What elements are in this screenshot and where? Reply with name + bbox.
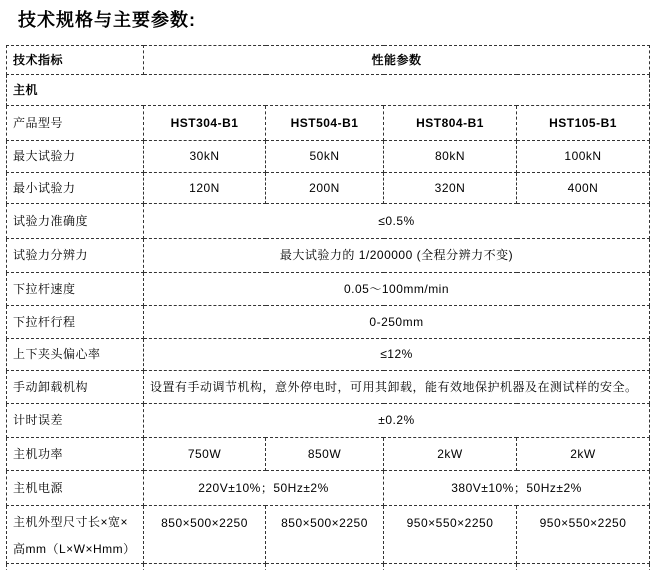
spec-label: 主机功率: [7, 438, 144, 471]
spec-value: 2kW: [384, 438, 517, 471]
spec-value: 850W: [266, 438, 384, 471]
spec-label: 手动卸载机构: [7, 371, 144, 404]
spec-label: 上下夹头偏心率: [7, 339, 144, 371]
spec-value: 400N: [517, 173, 650, 204]
spec-value: 750W: [144, 438, 266, 471]
spec-row-eccentricity: [7, 339, 650, 371]
spec-label-line2: 高mm（L×W×Hmm）: [13, 542, 136, 556]
spec-value: 0-250mm: [144, 306, 650, 339]
spec-label: 产品型号: [7, 106, 144, 141]
spec-label: 计时误差: [7, 404, 144, 438]
spec-value: 220V±10%；50Hz±2%: [144, 471, 384, 506]
spec-label: 最小试验力: [7, 173, 144, 204]
model-value: HST304-B1: [144, 106, 266, 141]
spec-label: [7, 564, 144, 570]
section-row-mainframe: [7, 75, 650, 106]
spec-value: ≤12%: [144, 339, 650, 371]
spec-value: 80kN: [384, 141, 517, 173]
spec-row-cutoff: [7, 564, 650, 570]
spec-value: 最大试验力的 1/200000 (全程分辨力不变): [144, 239, 650, 273]
spec-label: 试验力分辨力: [7, 239, 144, 273]
spec-row-min-force: [7, 173, 650, 204]
spec-row-timing-error: [7, 404, 650, 438]
spec-row-max-force: [7, 141, 650, 173]
spec-value: 950×550×2250: [517, 506, 650, 564]
spec-value: 0.05～100mm/min: [144, 273, 650, 306]
spec-value: 200N: [266, 173, 384, 204]
model-value: HST105-B1: [517, 106, 650, 141]
header-row: [7, 46, 650, 75]
model-value: HST804-B1: [384, 106, 517, 141]
spec-value: ≤0.5%: [144, 204, 650, 239]
spec-row-rod-stroke: [7, 306, 650, 339]
spec-row-accuracy: [7, 204, 650, 239]
spec-value: 950×550×2250: [384, 506, 517, 564]
spec-value: 50kN: [266, 141, 384, 173]
spec-row-power: [7, 438, 650, 471]
spec-table: [6, 45, 650, 570]
model-value: HST504-B1: [266, 106, 384, 141]
spec-value: 850×500×2250: [144, 506, 266, 564]
spec-label: 试验力准确度: [7, 204, 144, 239]
header-indicator: 技术指标: [7, 46, 144, 75]
spec-value: 30kN: [144, 141, 266, 173]
spec-row-resolution: [7, 239, 650, 273]
spec-label-line1: 主机外型尺寸长×宽×: [13, 515, 129, 529]
section-label: 主机: [7, 75, 650, 106]
spec-row-model: [7, 106, 650, 141]
spec-value: [517, 564, 650, 570]
spec-value: 2kW: [517, 438, 650, 471]
spec-value: [266, 564, 384, 570]
spec-label: 下拉杆行程: [7, 306, 144, 339]
page-title: 技术规格与主要参数:: [18, 10, 196, 30]
header-performance: 性能参数: [144, 46, 650, 75]
spec-value: 380V±10%；50Hz±2%: [384, 471, 650, 506]
spec-row-supply: [7, 471, 650, 506]
spec-label: [7, 506, 144, 564]
spec-value: [144, 564, 266, 570]
spec-label: 主机电源: [7, 471, 144, 506]
spec-row-manual-unload: [7, 371, 650, 404]
spec-value: 320N: [384, 173, 517, 204]
spec-row-dimensions: [7, 506, 650, 564]
spec-label: 下拉杆速度: [7, 273, 144, 306]
spec-row-rod-speed: [7, 273, 650, 306]
spec-value: ±0.2%: [144, 404, 650, 438]
spec-value: 850×500×2250: [266, 506, 384, 564]
spec-value: 100kN: [517, 141, 650, 173]
spec-value: 120N: [144, 173, 266, 204]
spec-label: 最大试验力: [7, 141, 144, 173]
spec-value: [384, 564, 517, 570]
spec-value: 设置有手动调节机构，意外停电时，可用其卸载，能有效地保护机器及在测试样的安全。: [144, 371, 650, 404]
